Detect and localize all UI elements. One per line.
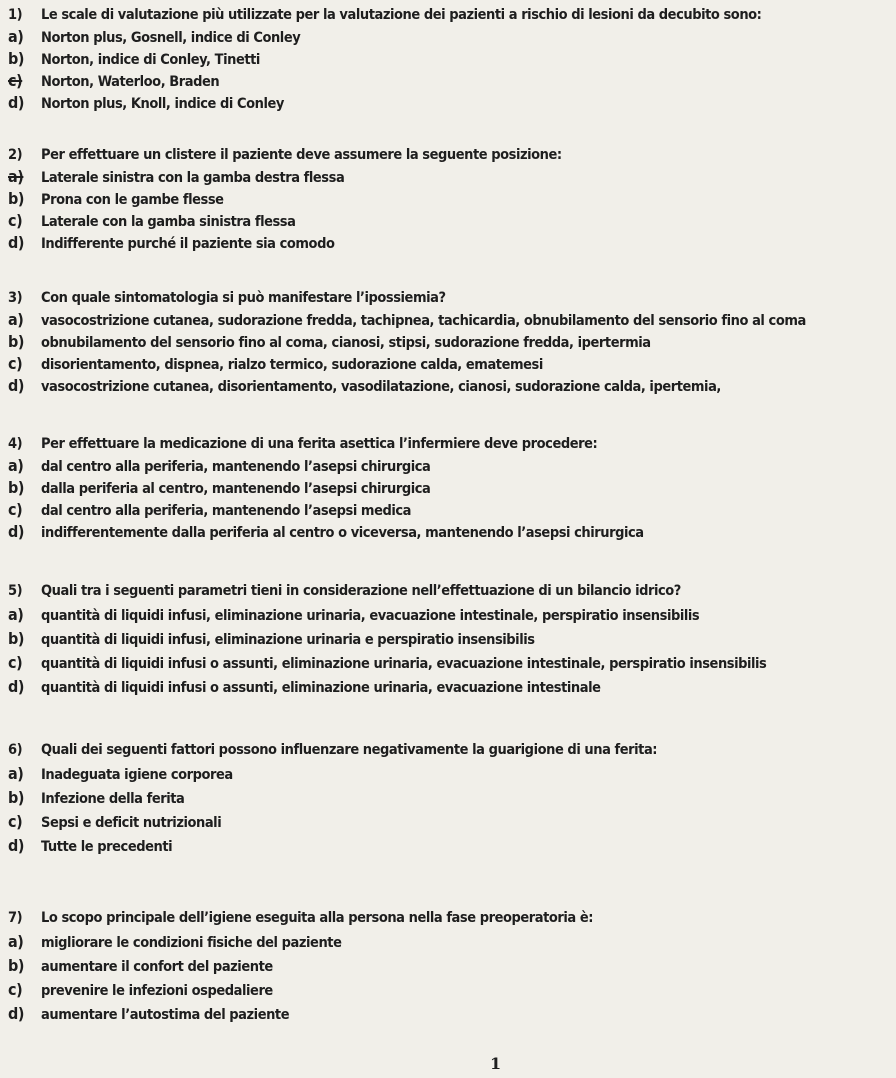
option-7c [8, 978, 896, 1002]
option-letter: a) [8, 456, 24, 475]
option-text: quantità di liquidi infusi, eliminazione urinaria e perspiratio insensibilis [41, 632, 535, 648]
question-text: Con quale sintomatologia si può manifestare l’ipossiemia? [41, 290, 446, 306]
option-text: Laterale sinistra con la gamba destra flessa [41, 170, 345, 186]
option-text: Indifferente purché il paziente sia comodo [41, 236, 335, 252]
option-letter: b) [8, 956, 24, 975]
option-6b [8, 786, 896, 810]
question-2 [8, 144, 896, 254]
option-letter: c) [8, 980, 23, 999]
option-4a [8, 455, 896, 477]
option-text: Norton, indice di Conley, Tinetti [41, 52, 260, 68]
option-1b [8, 48, 896, 70]
option-text: aumentare l’autostima del paziente [41, 1007, 290, 1023]
question-number: 4) [8, 436, 23, 452]
option-text: quantità di liquidi infusi, eliminazione urinaria, evacuazione intestinale, perspiratio insensibilis [41, 608, 700, 624]
page-number: 1 [490, 1054, 502, 1073]
option-text: Laterale con la gamba sinistra flessa [41, 214, 296, 230]
option-letter: d) [8, 233, 24, 252]
option-text: Sepsi e deficit nutrizionali [41, 815, 222, 831]
option-text: aumentare il confort del paziente [41, 959, 273, 975]
option-3d [8, 375, 896, 397]
option-5b [8, 627, 896, 651]
option-5a [8, 603, 896, 627]
option-text: dal centro alla periferia, mantenendo l’asepsi chirurgica [41, 459, 431, 475]
option-text: obnubilamento del sensorio fino al coma, cianosi, stipsi, sudorazione fredda, ipertermia [41, 335, 651, 351]
option-3a [8, 309, 896, 331]
option-4b [8, 477, 896, 499]
option-letter: a) [8, 310, 24, 329]
option-text: Infezione della ferita [41, 791, 185, 807]
question-7 [8, 906, 896, 1026]
option-text: Prona con le gambe flesse [41, 192, 224, 208]
option-letter: a) [8, 764, 24, 783]
option-text: dal centro alla periferia, mantenendo l’asepsi medica [41, 503, 412, 519]
option-letter: d) [8, 836, 24, 855]
question-number: 2) [8, 147, 23, 163]
option-7b [8, 954, 896, 978]
option-letter-marked: c) [8, 71, 23, 90]
option-text: Norton, Waterloo, Braden [41, 74, 220, 90]
question-3-stem [8, 287, 896, 309]
option-5c [8, 651, 896, 675]
question-5-stem [8, 579, 896, 603]
question-6 [8, 738, 896, 858]
question-5 [8, 579, 896, 699]
option-letter: c) [8, 653, 23, 672]
option-text: prevenire le infezioni ospedaliere [41, 983, 273, 999]
option-4d [8, 521, 896, 543]
question-7-stem [8, 906, 896, 930]
option-text: Inadeguata igiene corporea [41, 767, 233, 783]
option-2b [8, 188, 896, 210]
option-text: vasocostrizione cutanea, disorientamento, vasodilatazione, cianosi, sudorazione calda, ipertemia, [41, 379, 721, 395]
question-text: Per effettuare un clistere il paziente deve assumere la seguente posizione: [41, 147, 562, 163]
option-letter: a) [8, 932, 24, 951]
option-letter: a) [8, 605, 24, 624]
option-6d [8, 834, 896, 858]
option-2d [8, 232, 896, 254]
question-number: 3) [8, 290, 23, 306]
question-2-stem [8, 144, 896, 166]
option-letter: c) [8, 354, 23, 373]
option-letter: d) [8, 93, 24, 112]
option-text: vasocostrizione cutanea, sudorazione fredda, tachipnea, tachicardia, obnubilamento del sensorio fino al coma [41, 313, 806, 329]
option-2a [8, 166, 896, 188]
option-letter-marked: a) [8, 167, 24, 186]
option-text: quantità di liquidi infusi o assunti, eliminazione urinaria, evacuazione intestinale [41, 680, 601, 696]
option-letter: c) [8, 500, 23, 519]
option-text: indifferentemente dalla periferia al centro o viceversa, mantenendo l’asepsi chirurgica [41, 525, 644, 541]
option-3c [8, 353, 896, 375]
option-text: disorientamento, dispnea, rialzo termico, sudorazione calda, ematemesi [41, 357, 543, 373]
option-6a [8, 762, 896, 786]
question-text: Quali tra i seguenti parametri tieni in considerazione nell’effettuazione di un bilancio idrico? [41, 583, 681, 599]
option-letter: d) [8, 1004, 24, 1023]
question-number: 6) [8, 742, 23, 758]
question-number: 1) [8, 7, 23, 23]
question-6-stem [8, 738, 896, 762]
option-1c [8, 70, 896, 92]
option-3b [8, 331, 896, 353]
question-4-stem [8, 433, 896, 455]
option-text: Norton plus, Knoll, indice di Conley [41, 96, 284, 112]
option-text: Tutte le precedenti [41, 839, 173, 855]
question-number: 7) [8, 910, 23, 926]
question-text: Per effettuare la medicazione di una ferita asettica l’infermiere deve procedere: [41, 436, 598, 452]
question-text: Quali dei seguenti fattori possono influenzare negativamente la guarigione di una ferita: [41, 742, 658, 758]
question-4 [8, 433, 896, 543]
option-4c [8, 499, 896, 521]
option-text: migliorare le condizioni fisiche del paziente [41, 935, 342, 951]
option-7a [8, 930, 896, 954]
option-2c [8, 210, 896, 232]
option-letter: b) [8, 478, 24, 497]
option-1d [8, 92, 896, 114]
option-text: Norton plus, Gosnell, indice di Conley [41, 30, 301, 46]
question-3 [8, 287, 896, 397]
option-text: quantità di liquidi infusi o assunti, eliminazione urinaria, evacuazione intestinale, perspiratio insensibilis [41, 656, 767, 672]
question-text: Lo scopo principale dell’igiene eseguita alla persona nella fase preoperatoria è: [41, 910, 594, 926]
option-letter: b) [8, 332, 24, 351]
option-5d [8, 675, 896, 699]
option-letter: d) [8, 677, 24, 696]
option-letter: c) [8, 211, 23, 230]
option-letter: b) [8, 788, 24, 807]
question-1 [8, 4, 896, 114]
question-number: 5) [8, 583, 23, 599]
option-1a [8, 26, 896, 48]
question-1-stem [8, 4, 896, 26]
option-7d [8, 1002, 896, 1026]
option-letter: a) [8, 27, 24, 46]
option-letter: b) [8, 629, 24, 648]
option-letter: b) [8, 49, 24, 68]
option-text: dalla periferia al centro, mantenendo l’asepsi chirurgica [41, 481, 431, 497]
option-letter: c) [8, 812, 23, 831]
option-6c [8, 810, 896, 834]
option-letter: b) [8, 189, 24, 208]
option-letter: d) [8, 376, 24, 395]
option-letter: d) [8, 522, 24, 541]
question-text: Le scale di valutazione più utilizzate per la valutazione dei pazienti a rischio di lesioni da decubito sono: [41, 7, 762, 23]
